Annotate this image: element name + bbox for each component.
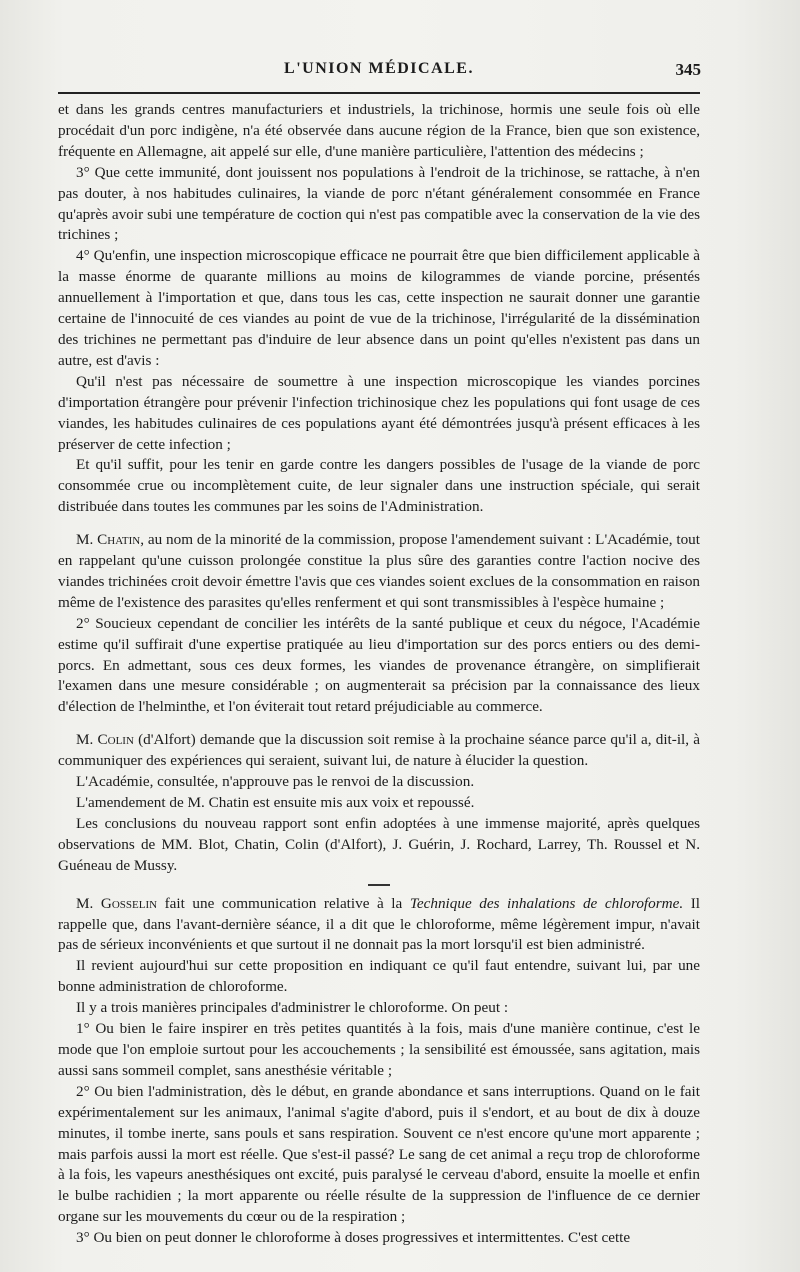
paragraph-text: fait une communication relative à la <box>157 894 410 912</box>
paragraph-point-4: 4° Qu'enfin, une inspection microscopique efficace ne pourrait être que bien difficilement applicable à la masse énorme de quarante millions au moins de kilogrammes de viande porcine, présentés annuellement à l'importation et que, dans tous les cas, cette inspection ne saurait donner une garantie certaine de l'innocuité de ces viandes au point de vue de la trichinose, l'irrégularité de la dissémination des trichines ne permettant pas d'induire de leur absence dans un point qu'elles n'existent pas dans un autre, est d'avis : <box>58 247 700 369</box>
article-body <box>58 100 700 1249</box>
paragraph-conclusions-adopted: Les conclusions du nouveau rapport sont enfin adoptées à une immense majorité, après quelques observations de MM. Blot, Chatin, Colin (d'Alfort), J. Guérin, J. Rochard, Larrey, Th. Roussel et N. Guéneau de Mussy. <box>58 814 700 874</box>
paragraph-conclusion-instruction: Et qu'il suffit, pour les tenir en garde contre les dangers possibles de l'usage de la viande de porc consommée crue ou incomplètement cuite, de leur signaler dans une instruction spéciale, qui serait distribuée dans toutes les communes par les soins de l'Administration. <box>58 456 700 516</box>
paragraph-three-methods: Il y a trois manières principales d'administrer le chloroforme. On peut : <box>76 999 509 1017</box>
paragraph-chatin-amendment <box>58 530 700 614</box>
page-number: 345 <box>675 60 701 79</box>
section-separator <box>368 884 390 886</box>
header-rule <box>58 92 700 94</box>
paragraph-point-3: 3° Que cette immunité, dont jouissent nos populations à l'endroit de la trichinose, se rattache, à n'en pas douter, à nos habitudes culinaires, la viande de porc n'étant généralement consommée en France qu'après avoir subi une température de coction qui n'est pas compatible avec la conservation de la vie des trichines ; <box>58 163 700 244</box>
paragraph-text-continued: Il rappelle que, dans l'avant-dernière séance, il a dit que le chloroforme, même légèrement impur, n'avait pas de sérieux inconvénients et que surtout il ne donnait pas la mort lorsqu'il est bien administré. <box>58 894 701 954</box>
paragraph-gosselin-proposition: Il revient aujourd'hui sur cette proposition en indiquant ce qu'il faut entendre, suivant lui, par une bonne administration de chloroforme. <box>58 957 700 996</box>
speaker-name: M. Chatin <box>76 531 141 549</box>
journal-title: L'UNION MÉDICALE. <box>284 60 474 77</box>
paragraph-conclusion-inspection: Qu'il n'est pas nécessaire de soumettre à une inspection microscopique les viandes porcines d'importation étrangère pour prévenir l'infection trichinosique chez les populations qui font usage de ces viandes, les habitudes culinaires de ces populations ayant été démontrées jusqu'à présent efficaces à les préserver de cette infection ; <box>58 372 700 453</box>
paragraph-method-2: 2° Ou bien l'administration, dès le début, en grande abondance et sans interruptions. Quand on le fait expérimentalement sur les animaux, l'animal s'agite d'abord, puis il s'endort, et au bout de dix à douze minutes, il tombe inerte, sans pouls et sans respiration. Souvent ce n'est encore qu'une mort apparente ; mais parfois aussi la mort est réelle. Que s'est-il passé? Le sang de cet animal a reçu trop de chloroforme à la fois, les vapeurs anesthésiques ont excité, puis paralysé le cerveau d'abord, ensuite la moelle et enfin le bulbe rachidien ; la mort apparente ou réelle résulte de la suppression de l'influence de ce dernier organe sur les mouvements du cœur ou de la respiration ; <box>58 1082 700 1226</box>
paragraph-renvoi-refused: L'Académie, consultée, n'approuve pas le renvoi de la discussion. <box>76 773 475 791</box>
paragraph-method-3: 3° Ou bien on peut donner le chloroforme à doses progressives et intermittentes. C'est cette <box>76 1229 631 1247</box>
paragraph-amendment-rejected: L'amendement de M. Chatin est ensuite mis aux voix et repoussé. <box>76 794 475 811</box>
paragraph-colin-request <box>58 730 700 772</box>
paragraph-method-1: 1° Ou bien le faire inspirer en très petites quantités à la fois, mais d'une manière continue, c'est le mode que l'on emploie surtout pour les accouchements ; la sensibilité est émoussée, sans agitation, mais aussi sans sommeil complet, sans anesthésie véritable ; <box>58 1020 700 1079</box>
speaker-name: M. Colin <box>76 731 134 749</box>
paragraph-trichinose-regions: et dans les grands centres manufacturiers et industriels, la trichinose, hormis une seule fois où elle procédait d'un porc indigène, n'a été observée dans aucune région de la France, bien que son existence, fréquente en Allemagne, ait appelé sur elle, d'une manière particulière, l'attention des médecins ; <box>58 101 700 160</box>
paragraph-chatin-point-2: 2° Soucieux cependant de concilier les intérêts de la santé publique et ceux du négoce, l'Académie estime qu'il suffirait d'une expertise pratiquée au lieu d'importation sur des porcs entiers ou des demi-porcs. En admettant, sous ces deux formes, les viandes de provenance étrangère, on simplifierait l'examen dans une mesure considérable ; on augmenterait sa précision par la connaissance des lieux d'élection de l'helminthe, et l'on éviterait tout retard préjudiciable au commerce. <box>58 614 700 716</box>
paragraph-gosselin-communication <box>58 894 700 957</box>
communication-title: Technique des inhalations de chloroforme. <box>409 894 684 912</box>
running-head <box>57 60 701 84</box>
speaker-name: M. Gosselin <box>76 894 158 912</box>
paragraph-text: (d'Alfort) demande que la discussion soit remise à la prochaine séance parce qu'il a, dit-il, à communiquer des expériences qui seraient, suivant lui, de nature à élucider la question. <box>58 731 700 770</box>
paragraph-text: , au nom de la minorité de la commission, propose l'amendement suivant : L'Académie, tout en rappelant qu'une cuisson prolongée constitue la plus sûre des garanties contre l'action nocive des viandes trichinées croit devoir émettre l'avis que ces viandes soient exclues de la consommation en raison même de l'existence des parasites qu'elles renferment et qui sont transmissibles à l'espèce humaine ; <box>58 531 700 611</box>
